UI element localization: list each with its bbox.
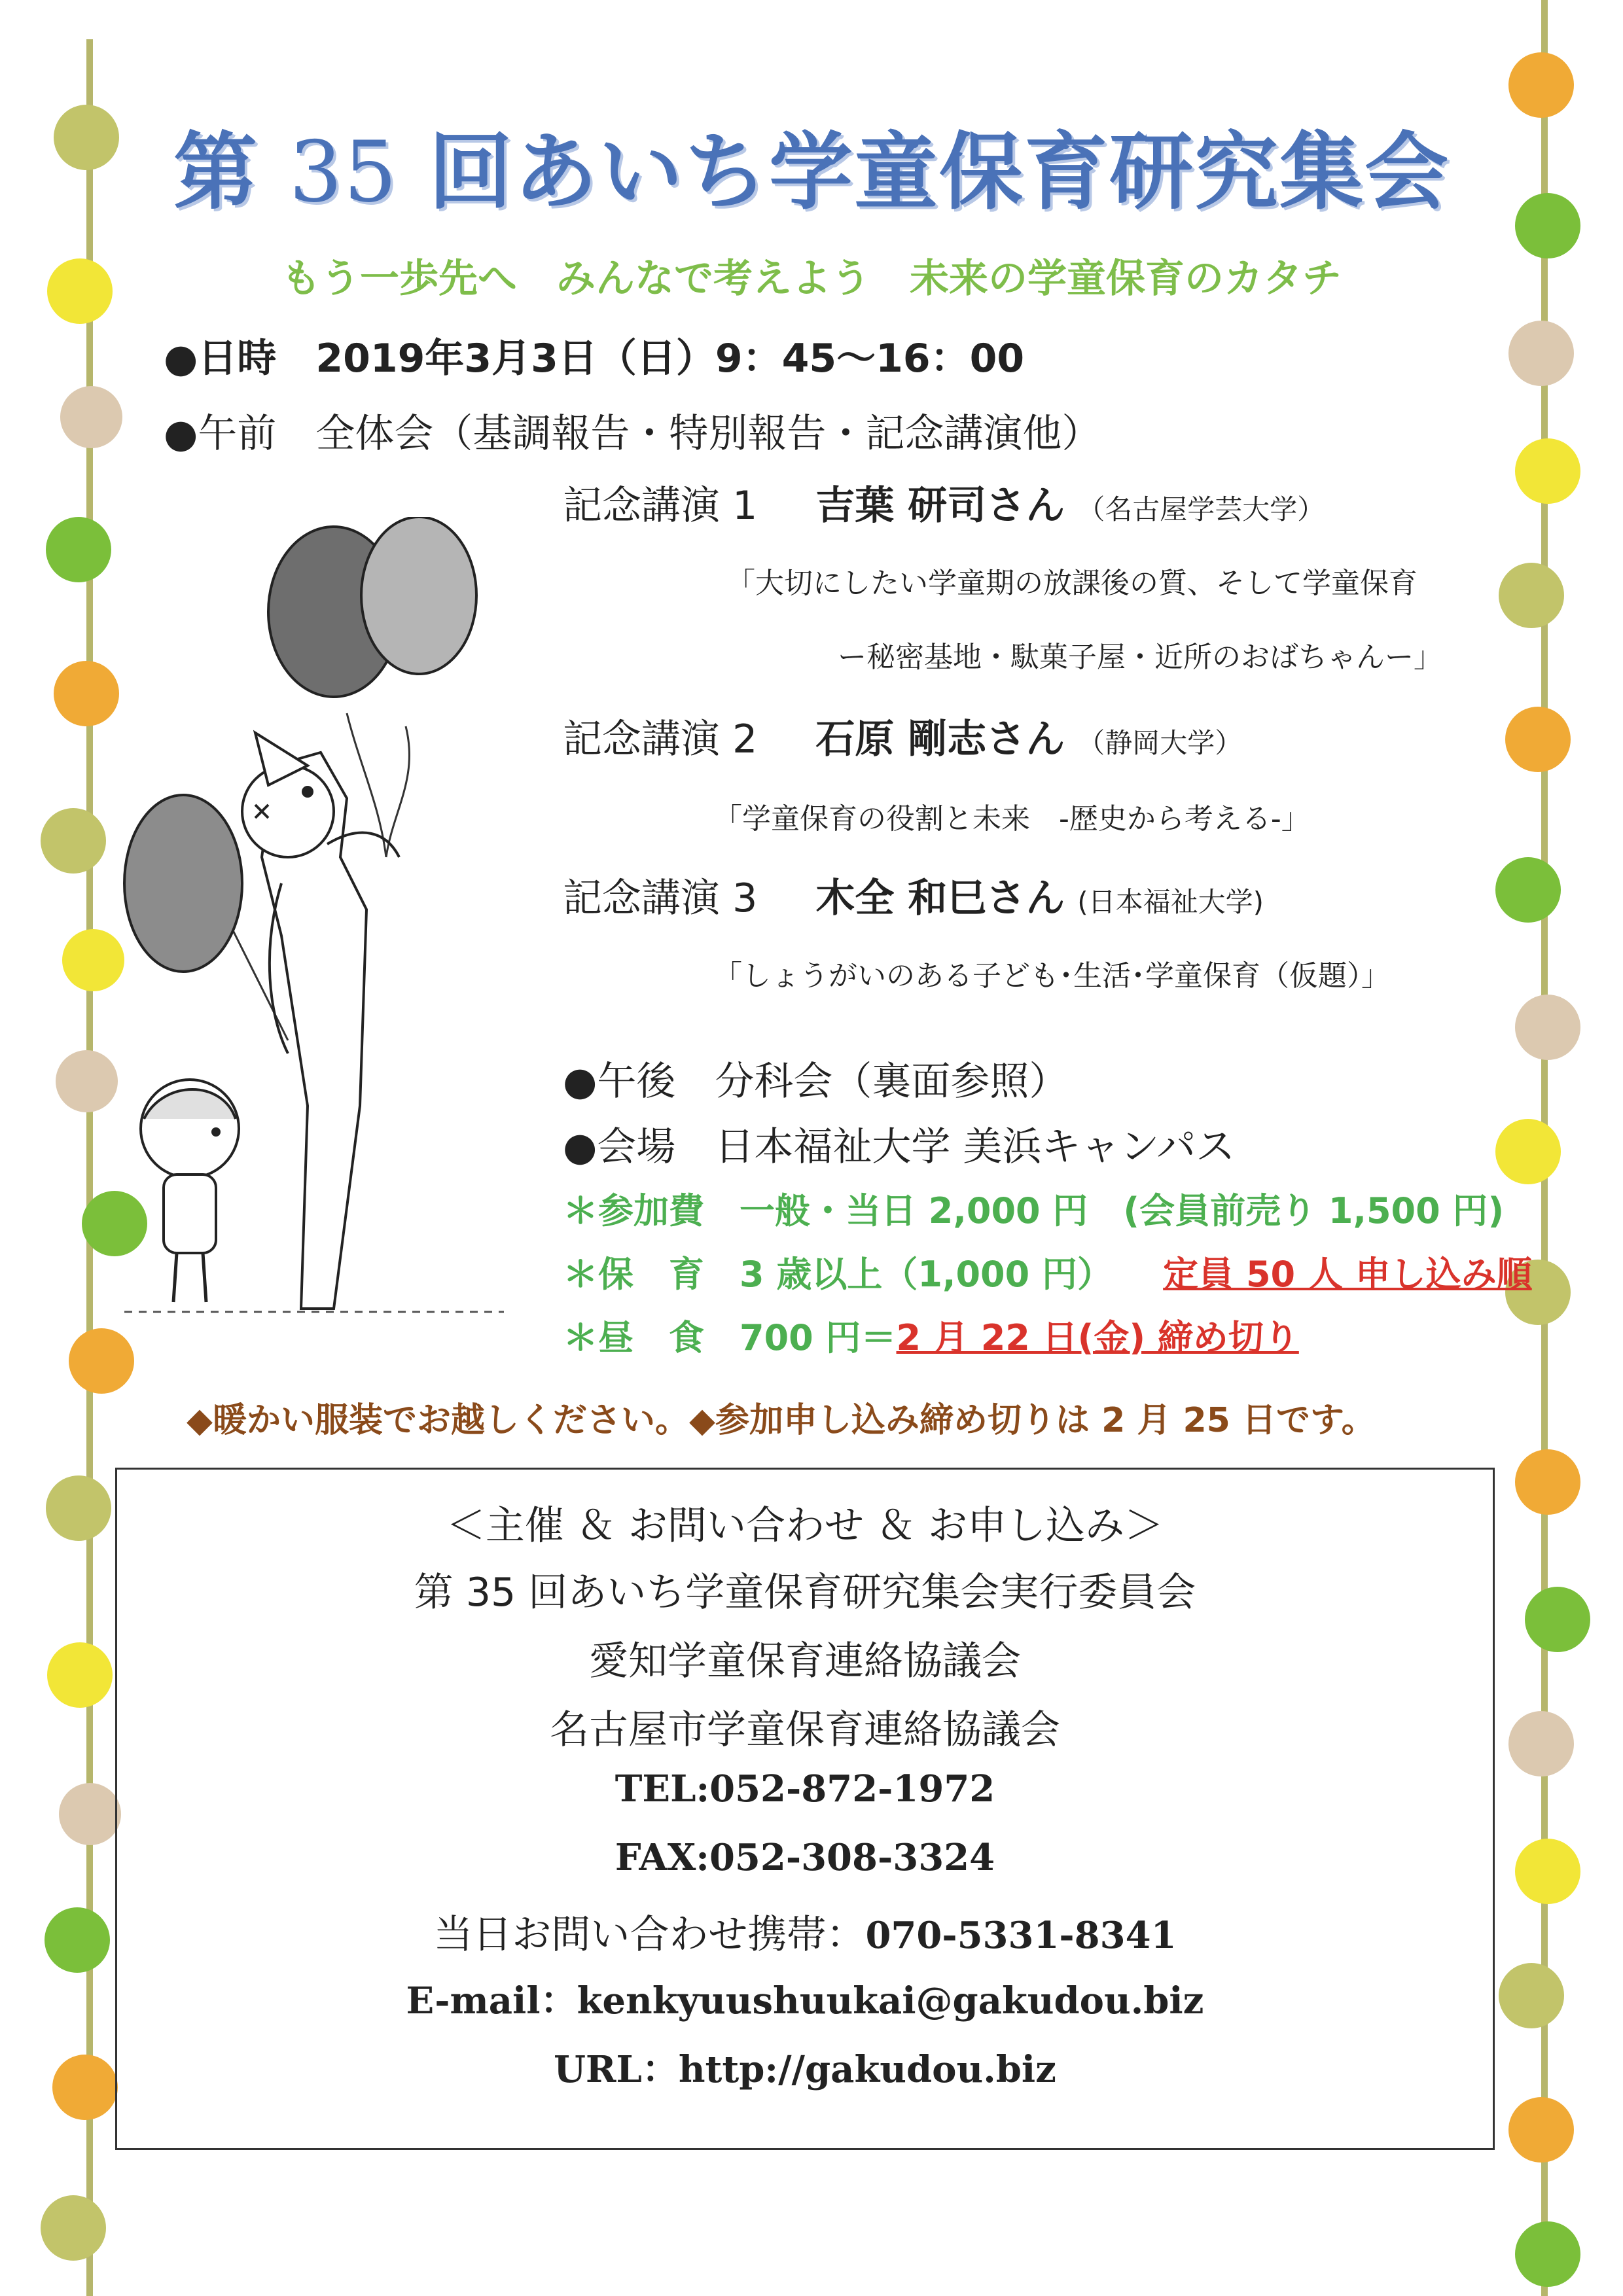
garland-dot bbox=[60, 386, 122, 448]
page-title bbox=[0, 105, 1623, 225]
contact-email-row bbox=[117, 1972, 1493, 2024]
lecture-1-theme-line2: ー秘密基地・駄菓子屋・近所のおばちゃんー」 bbox=[838, 641, 1442, 674]
garland-dot bbox=[1515, 2221, 1580, 2287]
title-number: 35 bbox=[289, 124, 399, 221]
lecture-1 bbox=[563, 474, 1325, 531]
lecture-speaker: 石原 剛志さん bbox=[815, 716, 1065, 762]
participation-fee: ＊参加費 一般・当日 2,000 円 (会員前売り 1,500 円) bbox=[563, 1190, 1505, 1231]
garland-dot bbox=[1508, 1711, 1574, 1776]
garland-dot bbox=[1499, 1963, 1564, 2028]
garland-dot bbox=[47, 1642, 113, 1708]
mobile-label: 当日お問い合わせ携帯： bbox=[433, 1912, 866, 1958]
garland-dot bbox=[1515, 438, 1580, 504]
garland-dot bbox=[1515, 1839, 1580, 1904]
lecture-speaker: 木全 和巳さん bbox=[815, 875, 1065, 921]
organizer-aichi: 愛知学童保育連絡協議会 bbox=[589, 1638, 1021, 1684]
contact-url-row bbox=[117, 2041, 1493, 2093]
contact-email-link[interactable]: kenkyuushuukai@gakudou.biz bbox=[577, 1979, 1204, 2022]
venue: ●会場 日本福祉大学 美浜キャンパス bbox=[563, 1124, 1236, 1170]
contact-url-link[interactable]: http://gakudou.biz bbox=[678, 2048, 1056, 2091]
organizer-nagoya: 名古屋市学童保育連絡協議会 bbox=[550, 1707, 1060, 1753]
title-suffix: 回あいち学童保育研究集会 bbox=[429, 124, 1450, 221]
garland-dot bbox=[1515, 1449, 1580, 1515]
subtitle: もう一歩先へ みんなで考えよう 未来の学童保育のカタチ bbox=[281, 256, 1342, 302]
lecture-affiliation: (日本福祉大学) bbox=[1077, 886, 1264, 918]
lunch-fee-row bbox=[563, 1310, 1299, 1360]
lecture-label: 記念講演 3 bbox=[563, 875, 758, 921]
garland-dot bbox=[1495, 1119, 1561, 1184]
title-prefix: 第 bbox=[173, 124, 259, 221]
garland-dot bbox=[41, 808, 106, 874]
lecture-affiliation: （名古屋学芸大学） bbox=[1077, 493, 1325, 525]
childcare-fee: ＊保 育 3 歳以上（1,000 円） bbox=[563, 1254, 1113, 1295]
lunch-deadline: 2 月 22 日(金) 締め切り bbox=[896, 1317, 1299, 1358]
garland-dot bbox=[46, 517, 111, 582]
garland-dot bbox=[1508, 2097, 1574, 2163]
garland-dot bbox=[56, 1050, 118, 1112]
contact-heading: ＜主催 ＆ お問い合わせ ＆ お申し込み＞ bbox=[446, 1503, 1164, 1549]
lecture-1-theme-line1: 「大切にしたい学童期の放課後の質、そして学童保育 bbox=[726, 567, 1418, 600]
lecture-speaker: 吉葉 研司さん bbox=[815, 483, 1065, 529]
lecture-3-theme: 「しょうがいのある子ども･生活･学童保育（仮題）」 bbox=[713, 959, 1390, 993]
lecture-2 bbox=[563, 708, 1242, 764]
garland-dot bbox=[46, 1475, 111, 1541]
garland-dot bbox=[1508, 321, 1574, 386]
morning-session: ●午前 全体会（基調報告・特別報告・記念講演他） bbox=[164, 411, 1101, 457]
organizer-committee: 第 35 回あいち学童保育研究集会実行委員会 bbox=[414, 1570, 1196, 1616]
notice: ◆暖かい服装でお越しください。◆参加申し込み締め切りは 2 月 25 日です。 bbox=[187, 1401, 1376, 1440]
contact-box bbox=[115, 1468, 1495, 2150]
garland-dot bbox=[1495, 857, 1561, 923]
email-label: E-mail： bbox=[406, 1979, 577, 2022]
lecture-3 bbox=[563, 867, 1264, 923]
lecture-label: 記念講演 2 bbox=[563, 716, 758, 762]
garland-dot bbox=[1515, 995, 1580, 1060]
contact-mobile-row bbox=[117, 1903, 1493, 1960]
garland-dot bbox=[54, 661, 119, 726]
event-datetime: ●日時 2019年3月3日（日）9：45～16：00 bbox=[164, 336, 1025, 381]
contact-fax: FAX:052-308-3324 bbox=[615, 1836, 995, 1879]
garland-dot bbox=[1525, 1587, 1590, 1652]
childcare-capacity: 定員 50 人 申し込み順 bbox=[1163, 1254, 1532, 1295]
garland-dot bbox=[41, 2195, 106, 2261]
garland-dot bbox=[1499, 563, 1564, 628]
garland-dot bbox=[45, 1907, 110, 1973]
lecture-2-theme: 「学童保育の役割と未来 -歴史から考える-」 bbox=[713, 802, 1310, 836]
lecture-affiliation: （静岡大学） bbox=[1077, 727, 1243, 759]
garland-dot bbox=[1505, 707, 1571, 772]
garland-dot bbox=[52, 2055, 118, 2120]
lecture-label: 記念講演 1 bbox=[563, 483, 758, 529]
afternoon-session: ●午後 分科会（裏面参照） bbox=[563, 1059, 1069, 1104]
contact-tel: TEL:052-872-1972 bbox=[615, 1767, 995, 1810]
garland-dot bbox=[59, 1783, 121, 1845]
balloon-illustration-icon bbox=[111, 517, 530, 1341]
url-label: URL： bbox=[554, 2048, 679, 2091]
contact-mobile[interactable]: 070-5331-8341 bbox=[865, 1914, 1177, 1957]
childcare-fee-row bbox=[563, 1246, 1532, 1297]
lunch-fee: ＊昼 食 700 円＝ bbox=[563, 1317, 897, 1358]
